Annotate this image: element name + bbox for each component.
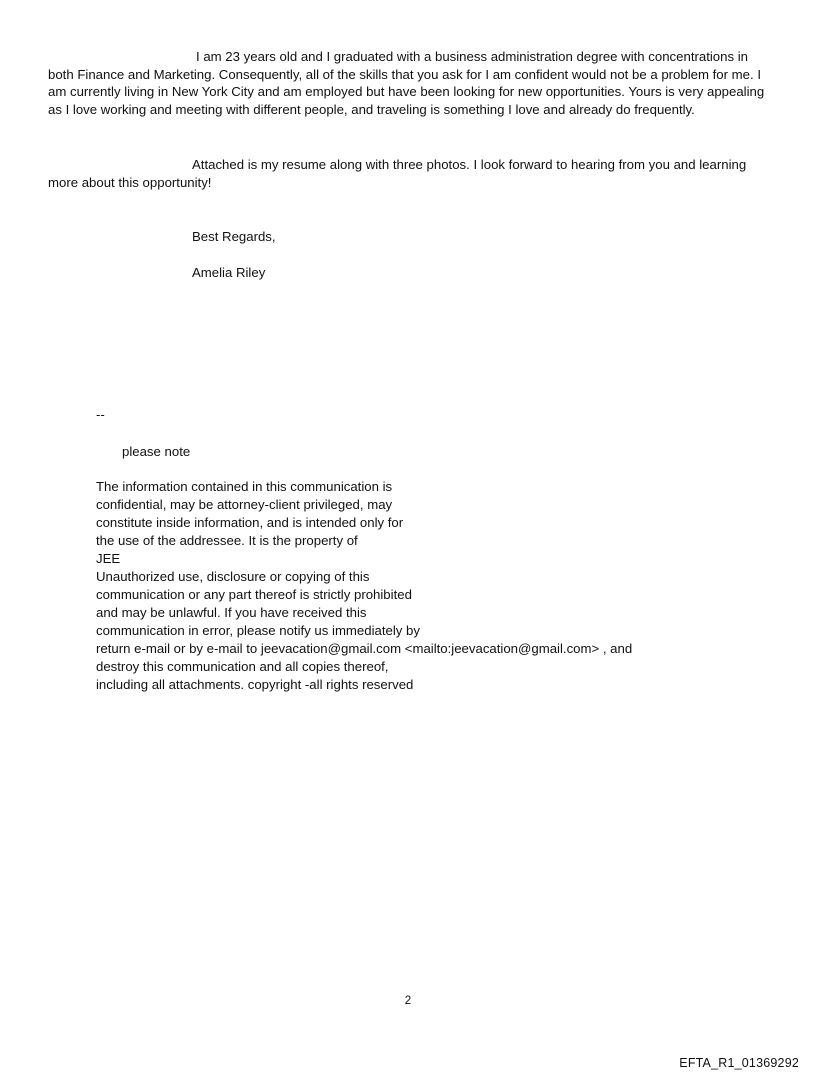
letter-closing: Best Regards,: [192, 229, 276, 244]
disclaimer-line: JEE: [96, 551, 121, 566]
page-number: 2: [404, 995, 412, 1007]
letter-paragraph-1: I am 23 years old and I graduated with a business administration degree with concentrations in both Finance and Marketing. Consequently, all of the skills that you ask for I am confident would not be a problem for me. I am currently living in New York City and am employed but have been looking for new opportunities. Yours is very appealing as I love working and meeting with different people, and traveling is something I love and already do frequently.: [48, 49, 765, 117]
note-title: please note: [122, 444, 191, 459]
signature-separator: --: [96, 407, 105, 422]
letter-paragraph-2: Attached is my resume along with three photos. I look forward to hearing from you and learning more about this opportunity!: [48, 157, 747, 190]
disclaimer-line: communication in error, please notify us immediately by: [96, 623, 420, 638]
disclaimer-line: confidential, may be attorney-client privileged, may: [96, 497, 393, 512]
disclaimer-line: the use of the addressee. It is the property of: [96, 533, 358, 548]
disclaimer-line: communication or any part thereof is strictly prohibited: [96, 587, 412, 602]
letter-signature: Amelia Riley: [192, 265, 266, 280]
disclaimer-line: Unauthorized use, disclosure or copying of this: [96, 569, 370, 584]
disclaimer-line: destroy this communication and all copies thereof,: [96, 659, 389, 674]
disclaimer-line: constitute inside information, and is intended only for: [96, 515, 404, 530]
disclaimer-line: The information contained in this communication is: [96, 479, 393, 494]
document-id-stamp: EFTA_R1_01369292: [679, 1056, 799, 1070]
confidentiality-disclaimer: [96, 478, 632, 694]
disclaimer-line: and may be unlawful. If you have received this: [96, 605, 367, 620]
disclaimer-line: including all attachments. copyright -all rights reserved: [96, 677, 414, 692]
disclaimer-line: return e-mail or by e-mail to jeevacation@gmail.com <mailto:jeevacation@gmail.com> , and: [96, 641, 633, 656]
